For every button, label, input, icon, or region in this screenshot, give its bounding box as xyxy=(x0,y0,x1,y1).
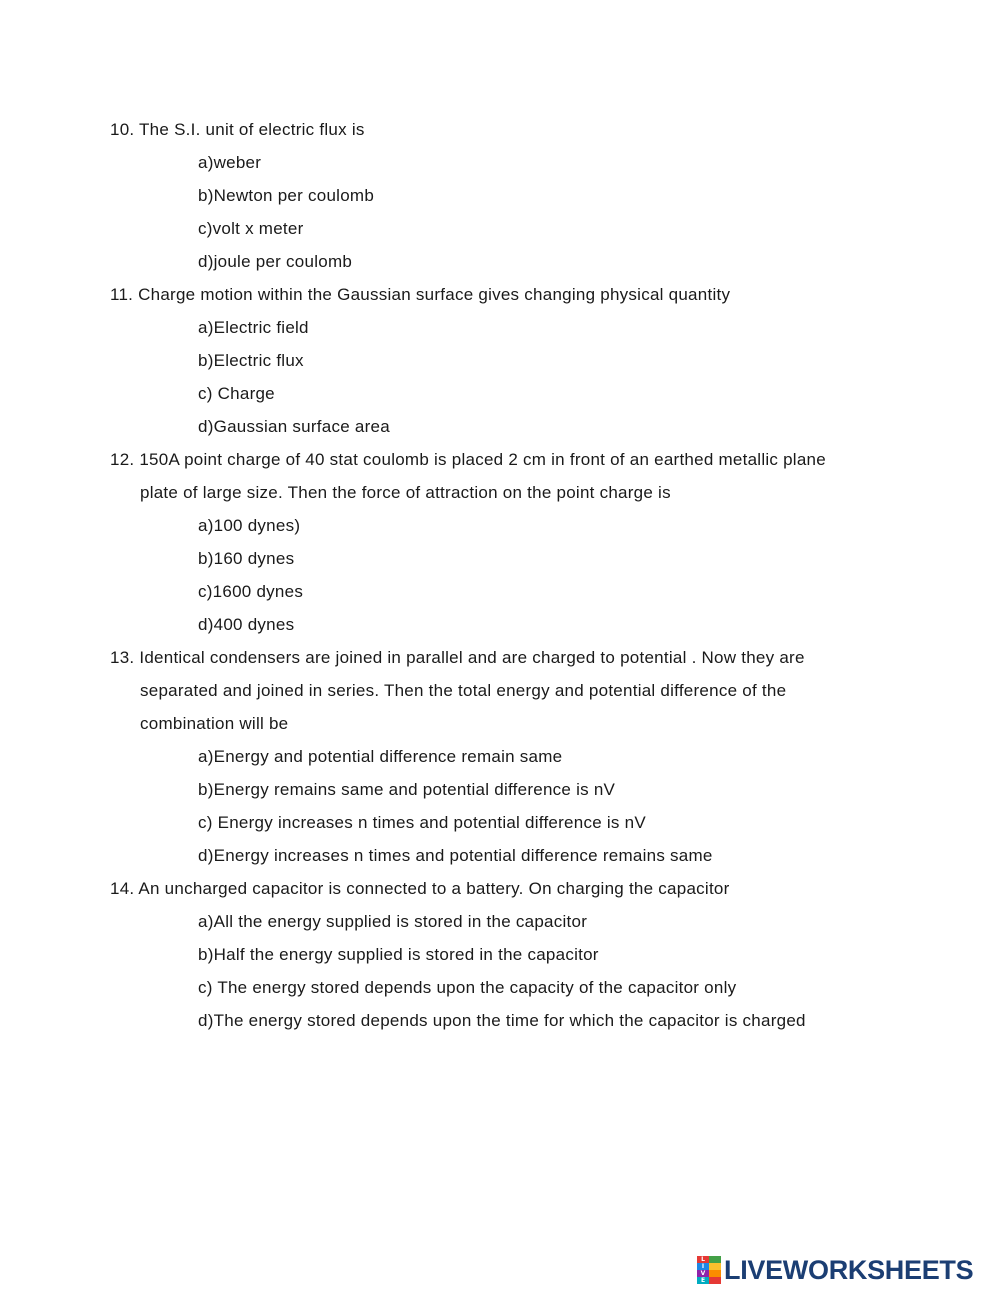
question-13-text-continued-2: combination will be xyxy=(140,714,289,733)
question-12-text: 12. 150A point charge of 40 stat coulomb is placed 2 cm in front of an earthed metallic plane xyxy=(110,450,826,469)
logo-tile xyxy=(709,1277,721,1284)
question-10-text: 10. The S.I. unit of electric flux is xyxy=(110,120,365,139)
logo-tile: E xyxy=(697,1277,709,1284)
question-10-option-c: c)volt x meter xyxy=(198,219,304,238)
question-14-option-d: d)The energy stored depends upon the time for which the capacitor is charged xyxy=(198,1011,806,1030)
question-13-option-b: b)Energy remains same and potential difference is nV xyxy=(198,780,616,799)
question-11-option-a: a)Electric field xyxy=(198,318,309,337)
question-13-text-continued: separated and joined in series. Then the total energy and potential difference of the xyxy=(140,681,787,700)
question-13-option-d: d)Energy increases n times and potential difference remains same xyxy=(198,846,713,865)
logo-tile: V xyxy=(697,1270,709,1277)
question-13-text: 13. Identical condensers are joined in parallel and are charged to potential . Now they are xyxy=(110,648,805,667)
question-10-option-d: d)joule per coulomb xyxy=(198,252,353,271)
question-12-text-continued: plate of large size. Then the force of attraction on the point charge is xyxy=(140,483,671,502)
liveworksheets-logo-icon xyxy=(697,1256,721,1284)
question-12-option-d: d)400 dynes xyxy=(198,615,295,634)
question-13-option-a: a)Energy and potential difference remain same xyxy=(198,747,563,766)
question-12-option-c: c)1600 dynes xyxy=(198,582,304,601)
question-14-option-c: c) The energy stored depends upon the capacity of the capacitor only xyxy=(198,978,737,997)
logo-tile: L xyxy=(697,1256,709,1263)
brand-name: LIVEWORKSHEETS xyxy=(724,1254,974,1285)
question-11-text: 11. Charge motion within the Gaussian surface gives changing physical quantity xyxy=(110,285,731,304)
question-13-option-c: c) Energy increases n times and potential difference is nV xyxy=(198,813,646,832)
logo-tile xyxy=(709,1256,721,1263)
liveworksheets-brand xyxy=(697,1254,973,1286)
question-10-option-a: a)weber xyxy=(198,153,262,172)
question-12-option-b: b)160 dynes xyxy=(198,549,295,568)
question-11-option-c: c) Charge xyxy=(198,384,275,403)
question-11-option-b: b)Electric flux xyxy=(198,351,304,370)
question-11-option-d: d)Gaussian surface area xyxy=(198,417,390,436)
question-14-option-b: b)Half the energy supplied is stored in the capacitor xyxy=(198,945,599,964)
logo-tile xyxy=(709,1270,721,1277)
logo-tile: I xyxy=(697,1263,709,1270)
question-14-option-a: a)All the energy supplied is stored in the capacitor xyxy=(198,912,588,931)
question-10-option-b: b)Newton per coulomb xyxy=(198,186,375,205)
logo-tile xyxy=(709,1263,721,1270)
question-12-option-a: a)100 dynes) xyxy=(198,516,301,535)
question-14-text: 14. An uncharged capacitor is connected to a battery. On charging the capacitor xyxy=(110,879,730,898)
